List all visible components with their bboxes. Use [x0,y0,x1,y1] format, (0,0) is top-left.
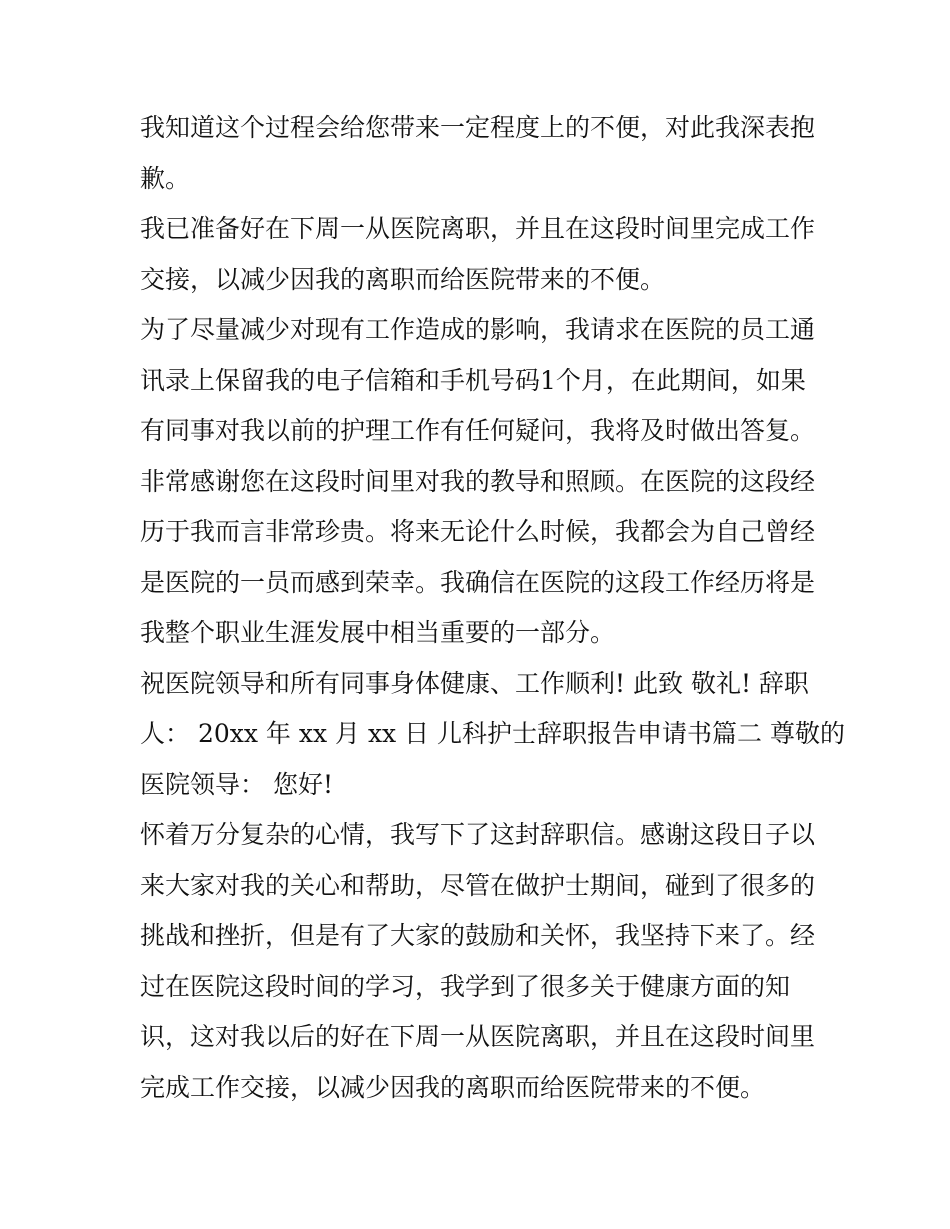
text-line: 医院领导： 您好! [140,769,333,799]
text-line: 交接，以减少因我的离职而给医院带来的不便。 [140,264,666,294]
text-line: 是医院的一员而感到荣幸。我确信在医院的这段工作经历将是 [140,567,816,597]
text-line: 识，这对我以后的好在下周一从医院离职，并且在这段时间里 [140,1022,816,1051]
text-line: 我整个职业生涯发展中相当重要的一部分。 [140,618,616,647]
text-line: 为了尽量减少对现有工作造成的影响，我请求在医院的员工通 [140,315,816,344]
text-line: 讯录上保留我的电子信箱和手机号码1个月，在此期间，如果 [140,365,806,395]
text-line: 非常感谢您在这段时间里对我的教导和照顾。在医院的这段经 [140,466,816,496]
text-line: 来大家对我的关心和帮助，尽管在做护士期间，碰到了很多的 [140,870,816,900]
text-line: 有同事对我以前的护理工作有任何疑问，我将及时做出答复。 [140,416,816,445]
text-line: 完成工作交接，以减少因我的离职而给医院带来的不便。 [140,1072,766,1102]
text-line: 过在医院这段时间的学习，我学到了很多关于健康方面的知 [140,971,791,1001]
document-body [140,103,845,1113]
text-line: 我已准备好在下周一从医院离职，并且在这段时间里完成工作 [140,214,816,243]
text-line: 怀着万分复杂的心情，我写下了这封辞职信。感谢这段日子以 [140,820,816,849]
text-line: 祝医院领导和所有同事身体健康、工作顺利! 此致 敬礼! 辞职 [140,668,809,698]
text-line: 人： 20xx 年 xx 月 xx 日 儿科护士辞职报告申请书篇二 尊敬的 [140,719,845,748]
text-line: 历于我而言非常珍贵。将来无论什么时候，我都会为自己曾经 [140,517,816,546]
text-line: 挑战和挫折，但是有了大家的鼓励和关怀，我坚持下来了。经 [140,921,816,950]
text-line: 歉。 [140,163,191,193]
text-line: 我知道这个过程会给您带来一定程度上的不便，对此我深表抱 [140,113,816,142]
